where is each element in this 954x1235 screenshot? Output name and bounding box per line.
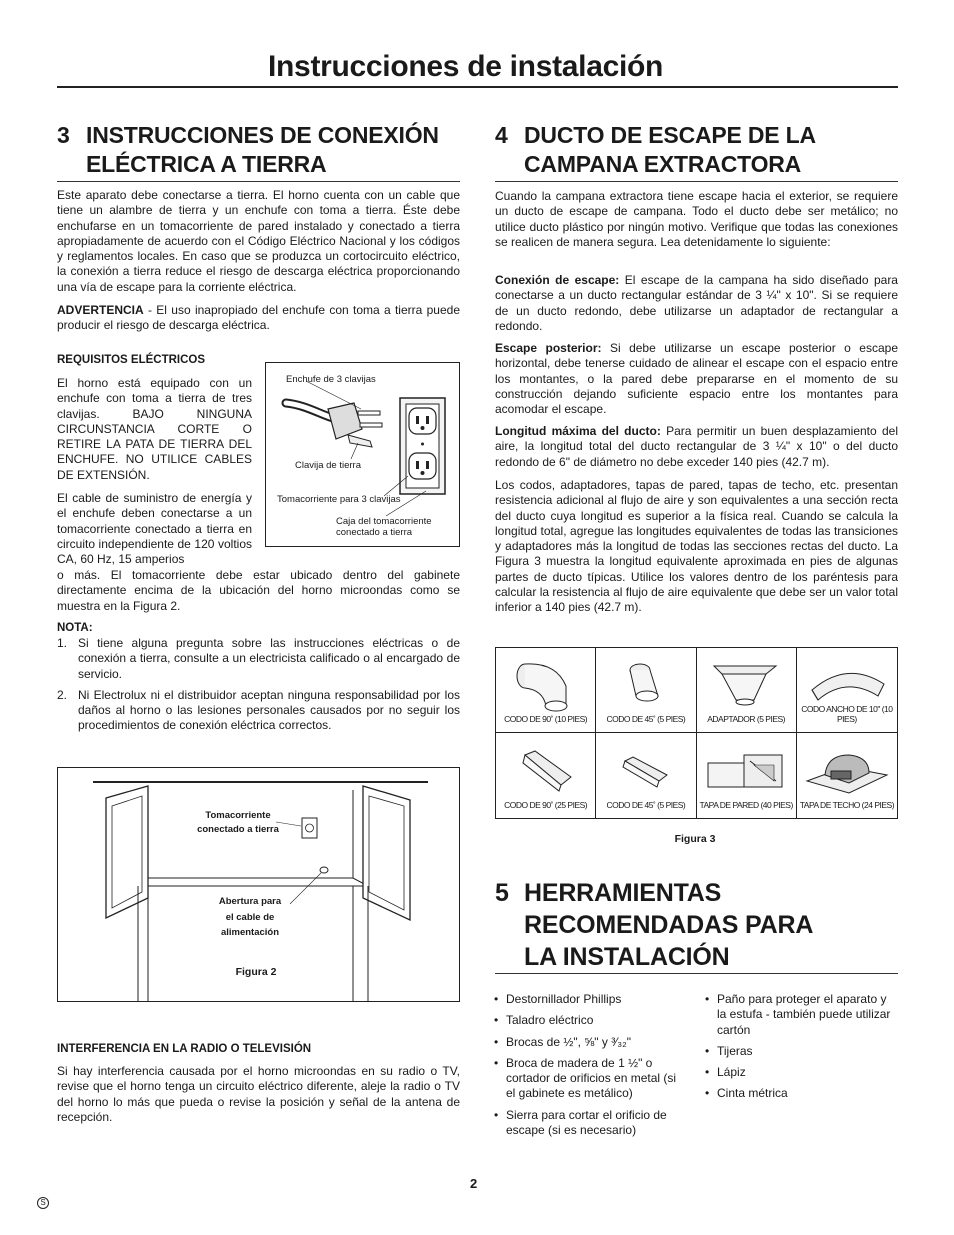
tool-item: • Brocas de ½", ⅝" y ³⁄₃₂"	[494, 1035, 684, 1050]
section-3-divider	[57, 181, 460, 182]
tools-list-right	[705, 992, 897, 1108]
fitting-cell	[496, 733, 596, 818]
fitting-label: CODO DE 90˚ (25 PIES)	[504, 800, 588, 810]
section-3-intro: Este aparato debe conectarse a tierra. El horno cuenta con un cable que tiene un alambre de tierra y un enchufe con toma a tierra. Éste debe enchufarse en un tomacorriente de pared instalado y conectado a tierra apropiadamente de acuerdo con el Código Eléctrico Nacional y los códigos y reglamentos locales. En caso que se produzca un cortocircuito eléctrico, la conexión a tierra reduce el riesgo de descarga eléctrica proporcionando una vía de escape para la corriente eléctrica.	[57, 188, 460, 294]
tool-item: • Cinta métrica	[705, 1086, 897, 1101]
tool-item: • Taladro eléctrico	[494, 1013, 684, 1028]
fitting-cell	[596, 733, 696, 818]
fig2-hole-label-a: Abertura para	[218, 896, 282, 907]
elbow-45-icon	[616, 656, 676, 714]
plug-figure	[265, 362, 460, 547]
max-length-label: Longitud máxima del ducto:	[495, 424, 661, 438]
s-mark-letter: S	[40, 1198, 46, 1207]
tools-list-left	[494, 992, 684, 1144]
elbow-90-rect-icon	[511, 741, 581, 799]
figure-3-grid	[495, 647, 898, 819]
max-length-paragraph	[495, 424, 898, 470]
section-4-intro: Cuando la campana extractora tiene escape hacia el exterior, se requiere un ducto de escape de campana. Todo el ducto debe ser metálico; no utilice ducto plástico por ningún motivo. Verifique que todas las conexiones se realicen de manera segura. Lea detenidamente lo siguiente:	[495, 189, 898, 249]
section-title-line2: RECOMENDADAS PARA	[524, 911, 814, 939]
tool-item: • Destornillador Phillips	[494, 992, 684, 1007]
elbow-45-rect-icon	[611, 741, 681, 799]
tool-item: • Paño para proteger el aparato y la estufa - también puede utilizar cartón	[705, 992, 897, 1038]
elbow-90-icon	[511, 656, 581, 714]
section-number: 5	[495, 879, 509, 907]
fitting-label: CODO DE 45˚ (5 PIES)	[606, 714, 686, 724]
figure-3-caption: Figura 3	[674, 833, 716, 845]
plug-label-box-a: Caja del tomacorriente	[336, 516, 432, 527]
tool-item: • Tijeras	[705, 1044, 897, 1059]
section-title-line2: ELÉCTRICA A TIERRA	[86, 151, 327, 177]
fig2-outlet-label-b: conectado a tierra	[197, 824, 279, 835]
tool-item: • Lápiz	[705, 1065, 897, 1080]
roof-cap-icon	[805, 741, 889, 799]
s-mark-icon	[37, 1197, 49, 1209]
section-title-line3: LA INSTALACIÓN	[524, 943, 730, 971]
plug-label-outlet: Tomacorriente para 3 clavijas	[277, 494, 401, 505]
max-length-text: Para permitir un buen desplazamiento del aire, la longitud total del ducto rectangular de 3 ¼" x 10" o del ducto redondo de 6" de diámetro no debe exceder 140 pies (42.7 m).	[495, 424, 898, 469]
fittings-paragraph: Los codos, adaptadores, tapas de pared, tapas de techo, etc. presentan resistencia adicional al flujo de aire y son equivalentes a una sección recta del ducto cuya longitud es superior a la física real. Cuando se calcula la longitud total, agregue las longitudes equivalentes de todas las transiciones y adaptadores más la longitud de todas las secciones rectas del ducto. La Figura 3 muestra la longitud equivalente aproximada en pies de algunas partes de ducto típicas. Utilice los valores dentro de los paréntesis para calcular la resistencia al flujo de aire equivalente que debe ser un valor total inferior a 140 pies (42.7 m).	[495, 478, 898, 615]
rear-exhaust-text: Si debe utilizarse un escape posterior o escape horizontal, debe tenerse cuidado de alinear el escape con el espacio entre los montantes, o la pared debe prepararse en el momento de su construcción dejando suficiente espacio entre los montantes para acomodar el escape.	[495, 341, 898, 417]
section-number: 3	[57, 122, 70, 148]
fitting-cell	[596, 648, 696, 733]
section-4-divider	[495, 181, 898, 182]
notes-list	[57, 636, 460, 740]
tool-item: • Broca de madera de 1 ½" o cortador de orificios en metal (si el gabinete es metálico)	[494, 1056, 684, 1102]
figure-2	[57, 767, 460, 1002]
section-title-line1: HERRAMIENTAS	[524, 879, 722, 907]
warning-label: ADVERTENCIA	[57, 303, 144, 317]
requirements-p2a: El cable de suministro de energía y el enchufe deben conectarse a un tomacorriente conectado a tierra en circuito independiente de 120 voltios CA, 60 Hz, 15 amperios	[57, 491, 252, 567]
note-text: Si tiene alguna pregunta sobre las instrucciones eléctricas o de conexión a tierra, consulte a un electricista calificado o al encargado de servicio.	[78, 636, 460, 681]
exhaust-connection-text: El escape de la campana ha sido diseñado para conectarse a un ducto rectangular estándar de 3 ¼" x 10". Si se requiere de un ducto redondo, debe utilizarse un adaptador de rectangular a redondo.	[495, 273, 898, 333]
note-number: 1.	[57, 636, 68, 650]
note-text: Ni Electrolux ni el distribuidor aceptan ninguna responsabilidad por los daños al horno o las lesiones personales causados por no seguir los procedimientos de conexión eléctrica correctos.	[78, 687, 460, 733]
adapter-icon	[706, 656, 786, 714]
plug-label-3prong: Enchufe de 3 clavijas	[286, 374, 376, 385]
page-number: 2	[470, 1176, 478, 1191]
plug-label-ground: Clavija de tierra	[295, 460, 361, 471]
exhaust-connection-label: Conexión de escape:	[495, 273, 620, 287]
fitting-cell	[496, 648, 596, 733]
warning-paragraph	[57, 303, 460, 334]
note-item	[57, 688, 460, 734]
note-number: 2.	[57, 687, 68, 702]
fitting-cell	[797, 733, 897, 818]
note-heading: NOTA:	[57, 622, 93, 634]
fitting-label: CODO DE 45˚ (5 PIES)	[606, 800, 686, 810]
fig2-outlet-label-a: Tomacorriente	[205, 810, 271, 821]
section-5-divider	[495, 973, 898, 974]
section-title-line1: DUCTO DE ESCAPE DE LA	[524, 122, 816, 148]
fig2-hole-label-c: alimentación	[220, 927, 280, 938]
fitting-label: TAPA DE PARED (40 PIES)	[699, 800, 793, 810]
wall-cap-icon	[704, 741, 788, 799]
fitting-label: TAPA DE TECHO (24 PIES)	[799, 800, 895, 810]
rear-exhaust-label: Escape posterior:	[495, 341, 602, 355]
title-divider	[57, 86, 898, 88]
tool-item: • Sierra para cortar el orificio de escape (si es necesario)	[494, 1108, 684, 1139]
fitting-label: CODO ANCHO DE 10" (10 PIES)	[801, 704, 893, 724]
section-5-heading	[495, 877, 898, 973]
section-3-heading	[57, 121, 467, 181]
figure-2-caption: Figura 2	[235, 966, 277, 978]
section-4-heading	[495, 121, 898, 181]
section-title-line1: INSTRUCCIONES DE CONEXIÓN	[86, 122, 439, 148]
page-title: Instrucciones de instalación	[268, 50, 664, 83]
fitting-cell	[797, 648, 897, 733]
fitting-cell	[697, 648, 797, 733]
plug-label-box-b: conectado a tierra	[336, 527, 413, 538]
exhaust-connection-paragraph	[495, 273, 898, 334]
section-number: 4	[495, 122, 508, 148]
radio-heading: INTERFERENCIA EN LA RADIO O TELEVISIÓN	[57, 1043, 312, 1055]
rear-exhaust-paragraph	[495, 341, 898, 417]
requirements-p2b: o más. El tomacorriente debe estar ubicado dentro del gabinete directamente encima de la ubicación del horno microondas como se muestra en la Figura 2.	[57, 568, 460, 613]
warning-text: - El uso inapropiado del enchufe con toma a tierra puede producir el riesgo de descarga eléctrica.	[57, 303, 460, 333]
fitting-label: ADAPTADOR (5 PIES)	[707, 714, 785, 724]
fitting-cell	[697, 733, 797, 818]
section-title-line2: CAMPANA EXTRACTORA	[524, 151, 802, 177]
fig2-hole-label-b: el cable de	[225, 912, 275, 923]
note-item	[57, 636, 460, 682]
requirements-p1: El horno está equipado con un enchufe con toma a tierra de tres clavijas. BAJO NINGUNA CIRCUNSTANCIA CORTE O RETIRE LA PATA DE TIERRA DEL ENCHUFE. NO UTILICE CABLES DE EXTENSIÓN.	[57, 376, 252, 482]
requirements-heading: REQUISITOS ELÉCTRICOS	[57, 354, 206, 366]
radio-text: Si hay interferencia causada por el horno microondas en su radio o TV, revise que el horno tenga un circuito eléctrico diferente, aleje la radio o TV del horno lo más que pueda o revise la posición y señal de la antena de recepción.	[57, 1064, 460, 1124]
fitting-label: CODO DE 90˚ (10 PIES)	[504, 714, 588, 724]
